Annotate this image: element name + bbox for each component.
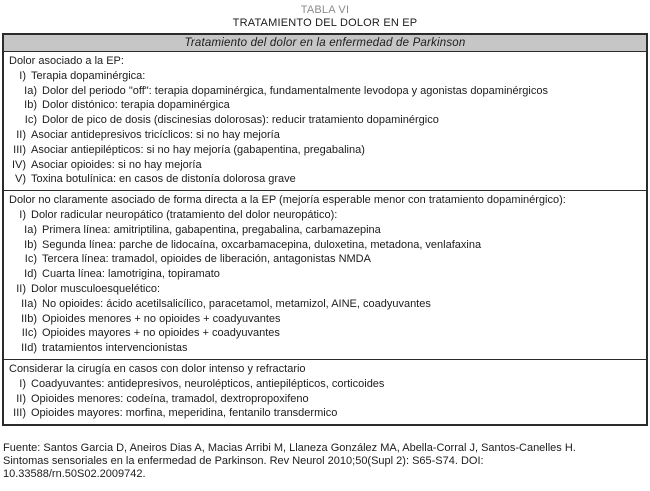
list-item bbox=[9, 113, 642, 128]
item-marker: III) bbox=[13, 143, 26, 156]
item-text: Dolor distónico: terapia dopaminérgica bbox=[42, 99, 230, 112]
item-text: No opioides: ácido acetilsalicílico, paracetamol, metamizol, AINE, coadyuvantes bbox=[42, 297, 431, 310]
list-item bbox=[9, 312, 642, 327]
list-item bbox=[9, 223, 642, 238]
table-section-row bbox=[3, 52, 647, 191]
item-marker: IIa) bbox=[21, 297, 37, 310]
item-marker: I) bbox=[19, 208, 26, 221]
source-note: Fuente: Santos Garcia D, Aneiros Dias A, Macias Arribi M, Llaneza González MA, Abella-Corral J, Santos-Canelles H. Sintomas sensoriales en la enfermedad de Parkinson. Rev Neurol 2010;50(Supl 2): S65-S74. DOI: 10.33588/rn.50S02.2009742. bbox=[3, 442, 576, 481]
list-item bbox=[9, 341, 642, 356]
item-marker: Ib) bbox=[24, 238, 37, 251]
table-section-row bbox=[3, 359, 647, 425]
item-marker: IIb) bbox=[21, 312, 37, 325]
item-marker: I) bbox=[19, 377, 26, 390]
table-section-cell bbox=[3, 191, 647, 360]
item-text: Opioides menores: codeína, tramadol, dextropropoxifeno bbox=[31, 392, 309, 405]
list-item bbox=[9, 69, 642, 84]
item-marker: III) bbox=[13, 407, 26, 420]
list-item bbox=[9, 172, 642, 187]
item-marker: IId) bbox=[21, 342, 37, 355]
item-marker: IIc) bbox=[21, 327, 37, 340]
item-text: Asociar antidepresivos tricíclicos: si no hay mejoría bbox=[31, 128, 280, 141]
page-title: TRATAMIENTO DEL DOLOR EN EP bbox=[232, 17, 418, 29]
list-item bbox=[9, 377, 642, 392]
item-text: Considerar la cirugía en casos con dolor intenso y refractario bbox=[9, 362, 306, 375]
item-text: Segunda línea: parche de lidocaína, oxcarbamacepina, duloxetina, metadona, venlafaxina bbox=[42, 238, 482, 251]
list-item bbox=[9, 267, 642, 282]
item-text: Primera línea: amitriptilina, gabapentina, pregabalina, carbamazepina bbox=[42, 223, 381, 236]
item-marker: Ia) bbox=[24, 223, 37, 236]
item-text: Tercera línea: tramadol, opioides de liberación, antagonistas NMDA bbox=[42, 253, 371, 266]
treatment-table bbox=[2, 33, 648, 426]
table-header: Tratamiento del dolor en la enfermedad de Parkinson bbox=[3, 34, 647, 52]
item-marker: Ib) bbox=[24, 99, 37, 112]
item-text: Cuarta línea: lamotrigina, topiramato bbox=[42, 268, 220, 281]
list-item bbox=[9, 238, 642, 253]
item-marker: II) bbox=[16, 392, 26, 405]
list-item bbox=[9, 252, 642, 267]
item-text: Dolor asociado a la EP: bbox=[9, 55, 124, 67]
table-section-cell bbox=[3, 52, 647, 191]
list-item bbox=[9, 54, 642, 69]
list-item bbox=[9, 158, 642, 173]
table-header-row bbox=[3, 34, 647, 52]
item-text: Asociar antiepilépticos: si no hay mejoría (gabapentina, pregabalina) bbox=[31, 143, 365, 156]
item-text: Dolor del periodo "off": terapia dopaminérgica, fundamentalmente levodopa y agonistas dopaminérgicos bbox=[42, 84, 548, 97]
item-marker: Ic) bbox=[24, 253, 37, 266]
table-label: TABLA VI bbox=[300, 4, 350, 16]
list-item bbox=[9, 84, 642, 99]
item-marker: II) bbox=[16, 128, 26, 141]
item-text: Dolor musculoesquelético: bbox=[31, 282, 161, 295]
table-section-cell bbox=[3, 359, 647, 425]
list-item bbox=[9, 98, 642, 113]
list-item bbox=[9, 362, 642, 377]
item-text: Terapia dopaminérgica: bbox=[31, 69, 146, 82]
item-text: Opioides mayores: morfina, meperidina, fentanilo transdermico bbox=[31, 407, 338, 420]
item-marker: V) bbox=[15, 173, 26, 186]
list-item bbox=[9, 143, 642, 158]
item-text: Coadyuvantes: antidepresivos, neurolépticos, antiepilépticos, corticoides bbox=[31, 377, 385, 390]
item-marker: Ic) bbox=[24, 114, 37, 127]
table-section-row bbox=[3, 191, 647, 360]
item-text: Opioides menores + no opioides + coadyuvantes bbox=[42, 312, 281, 325]
list-item bbox=[9, 128, 642, 143]
table-caption bbox=[0, 0, 650, 30]
item-text: Dolor no claramente asociado de forma directa a la EP (mejoría esperable menor con tratamiento dopaminérgico): bbox=[9, 194, 566, 207]
list-item bbox=[9, 326, 642, 341]
list-item bbox=[9, 193, 642, 208]
item-text: tratamientos intervencionistas bbox=[42, 342, 188, 355]
item-marker: II) bbox=[16, 282, 26, 295]
item-text: Dolor radicular neuropático (tratamiento del dolor neuropático): bbox=[31, 208, 338, 221]
item-marker: IV) bbox=[11, 158, 26, 171]
list-item bbox=[9, 297, 642, 312]
list-item bbox=[9, 392, 642, 407]
item-text: Asociar opioides: si no hay mejoría bbox=[31, 158, 202, 171]
list-item bbox=[9, 208, 642, 223]
list-item bbox=[9, 406, 642, 421]
item-text: Dolor de pico de dosis (discinesias dolorosas): reducir tratamiento dopaminérgico bbox=[42, 114, 439, 127]
list-item bbox=[9, 282, 642, 297]
item-marker: Id) bbox=[24, 268, 37, 281]
item-text: Toxina botulínica: en casos de distonía dolorosa grave bbox=[31, 173, 296, 186]
item-text: Opioides mayores + no opioides + coadyuvantes bbox=[42, 327, 280, 340]
item-marker: I) bbox=[19, 69, 26, 82]
item-marker: Ia) bbox=[24, 84, 37, 97]
